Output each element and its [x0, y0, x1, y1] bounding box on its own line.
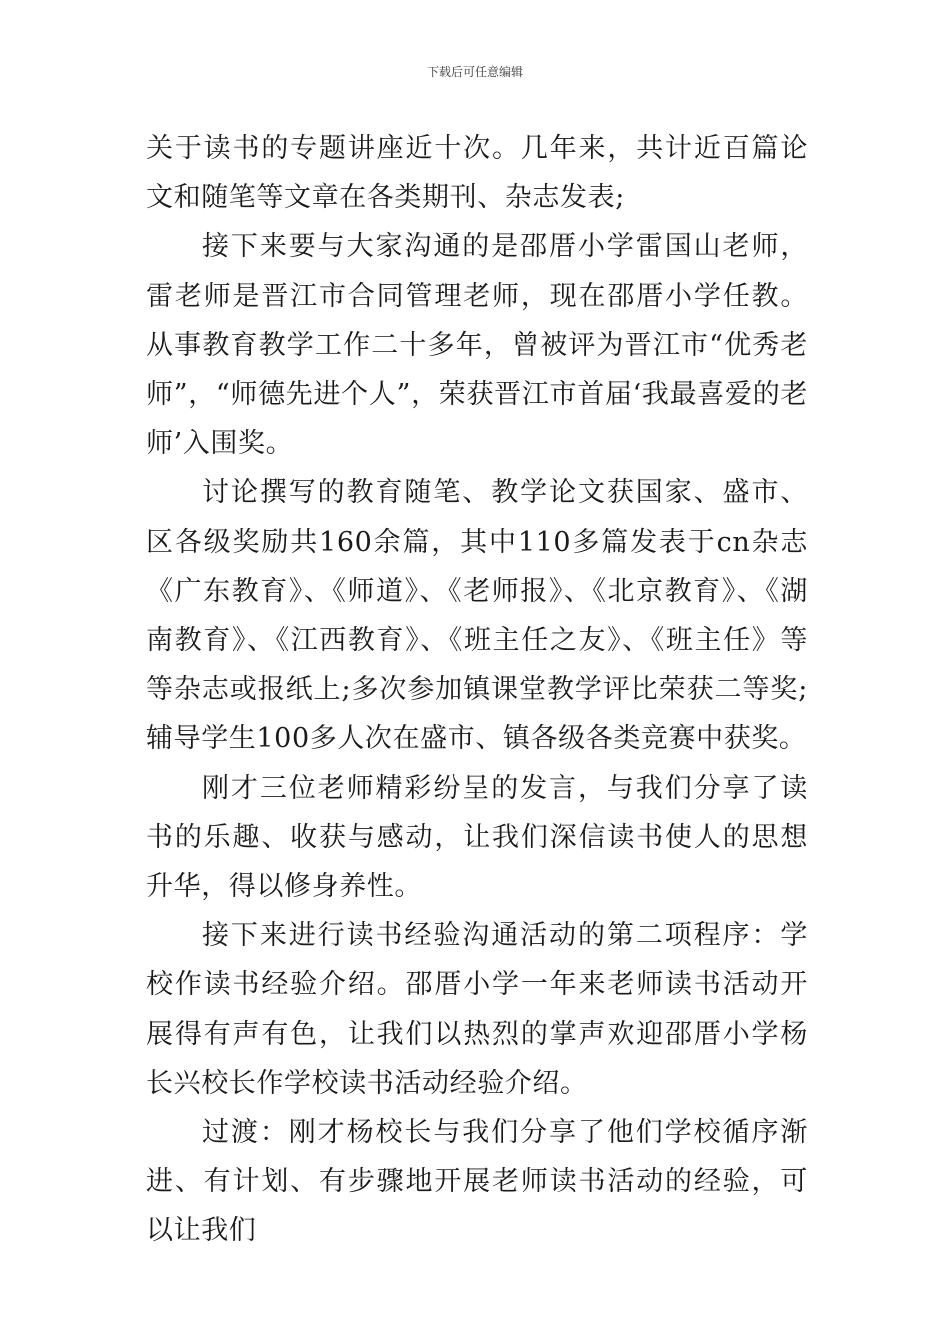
page-header: 下载后可任意编辑 — [426, 65, 523, 79]
paragraph-3: 讨论撰写的教育随笔、教学论文获国家、盛市、区各级奖励共160余篇，其中110多篇发表于cn杂志《广东教育》、《师道》、《老师报》、《北京教育》、《湖南教育》、《江西教育》、《班主任之友》、《班主任》等等杂志或报纸上;多次参加镇课堂教学评比荣获二等奖;辅导学生100多人次在盛市、镇各级各类竞赛中获奖。 — [146, 477, 808, 755]
paragraph-1: 关于读书的专题讲座近十次。几年来，共计近百篇论文和随笔等文章在各类期刊、杂志发表; — [146, 133, 808, 214]
paragraph-5: 接下来进行读书经验沟通活动的第二项程序：学校作读书经验介绍。邵厝小学一年来老师读书活动开展得有声有色，让我们以热烈的掌声欢迎邵厝小学杨长兴校长作学校读书活动经验介绍。 — [146, 920, 808, 1099]
document-body — [146, 124, 808, 1256]
paragraph-4: 刚才三位老师精彩纷呈的发言，与我们分享了读书的乐趣、收获与感动，让我们深信读书使人的思想升华，得以修身养性。 — [146, 772, 808, 903]
paragraph-2: 接下来要与大家沟通的是邵厝小学雷国山老师，雷老师是晋江市合同管理老师，现在邵厝小学任教。从事教育教学工作二十多年，曾被评为晋江市“优秀老师”，“师德先进个人”，荣获晋江市首届‘我最喜爱的老师’入围奖。 — [146, 231, 808, 460]
paragraph-6: 过渡：刚才杨校长与我们分享了他们学校循序渐进、有计划、有步骤地开展老师读书活动的经验，可以让我们 — [146, 1117, 808, 1247]
